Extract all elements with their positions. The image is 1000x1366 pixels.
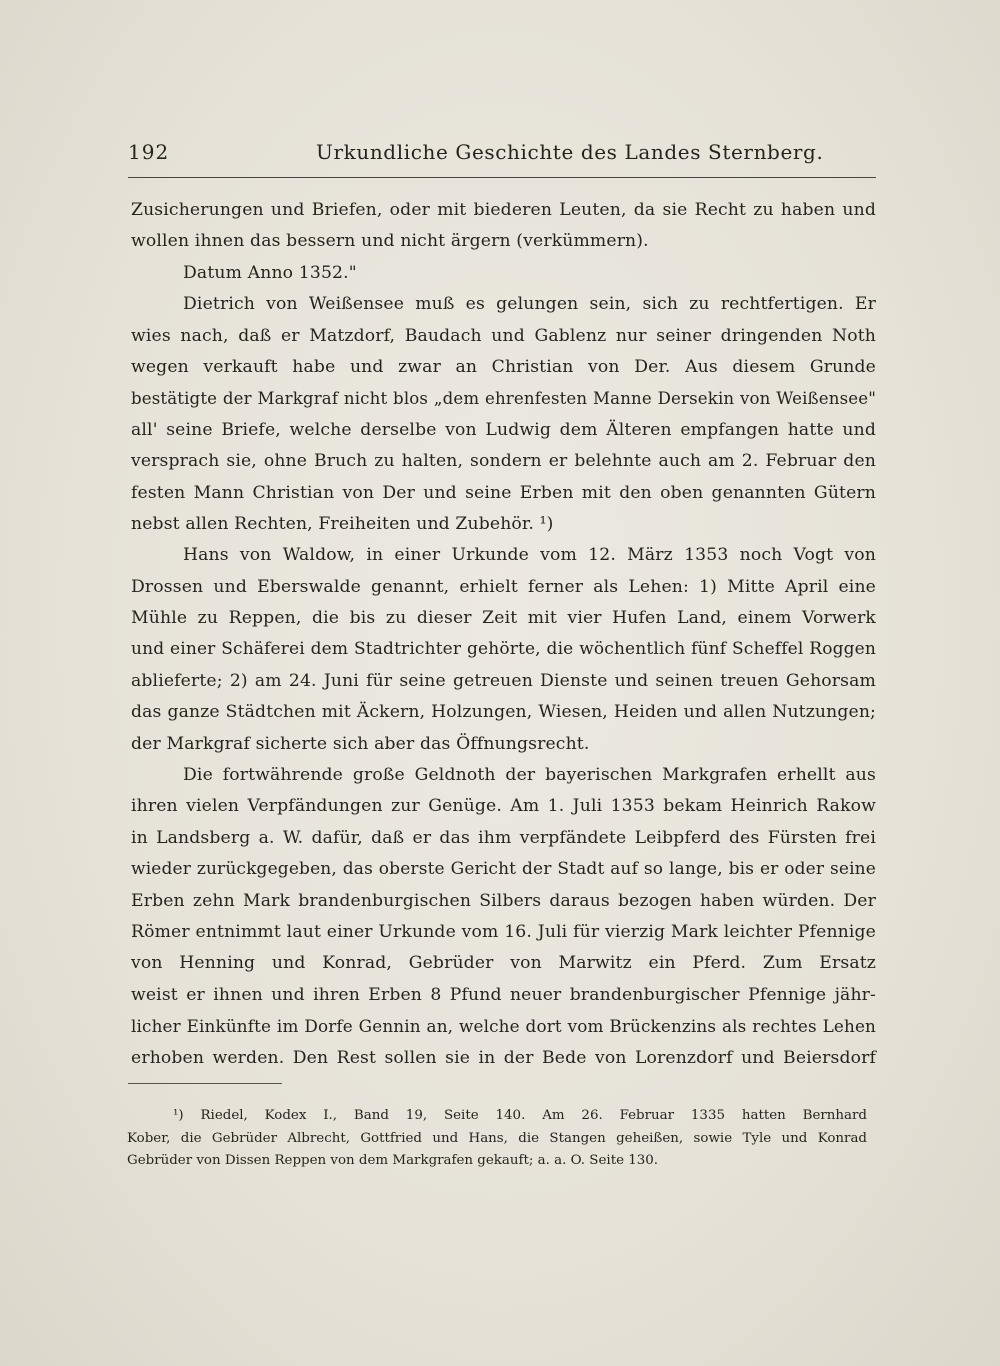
text-line: ablieferte; 2) am 24. Juni für seine getreuen Dienste und seinen treuen Gehorsam	[131, 670, 876, 691]
text-line: der Markgraf sicherte sich aber das Öffnungsrecht.	[131, 733, 590, 754]
text-line: ihren vielen Verpfändungen zur Genüge. Am 1. Juli 1353 bekam Heinrich Rakow	[131, 796, 876, 817]
footnotes	[127, 1105, 867, 1173]
text-line: all' seine Briefe, welche derselbe von Ludwig dem Älteren empfangen hatte und	[131, 419, 876, 440]
text-line: Zusicherungen und Briefen, oder mit biederen Leuten, da sie Recht zu haben und	[131, 200, 876, 220]
text-line: licher Einkünfte im Dorfe Gennin an, welche dort vom Brückenzins als rechtes Lehen	[131, 1016, 876, 1037]
text-line: wies nach, daß er Matzdorf, Baudach und Gablenz nur seiner dringenden Noth	[131, 325, 876, 346]
text-line: nebst allen Rechten, Freiheiten und Zubehör. ¹)	[131, 513, 554, 534]
text-line: erhoben werden. Den Rest sollen sie in der Bede von Lorenzdorf und Beiersdorf	[131, 1047, 876, 1068]
text-line: wollen ihnen das bessern und nicht ärgern (verkümmern).	[131, 231, 649, 252]
text-line: bestätigte der Markgraf nicht blos „dem ehrenfesten Manne Dersekin von Weißensee"	[131, 389, 876, 409]
footnote-line: ¹) Riedel, Kodex I., Band 19, Seite 140. Am 26. Februar 1335 hatten Bernhard	[173, 1108, 867, 1123]
text-line: festen Mann Christian von Der und seine Erben mit den oben genannten Gütern	[131, 482, 876, 503]
running-title: Urkundliche Geschichte des Landes Sternberg.	[316, 140, 824, 164]
body-text	[131, 195, 876, 1074]
text-line: Mühle zu Reppen, die bis zu dieser Zeit mit vier Hufen Land, einem Vorwerk	[131, 608, 876, 629]
text-line: Datum Anno 1352."	[183, 262, 357, 283]
page-header	[128, 140, 876, 174]
text-line: und einer Schäferei dem Stadtrichter gehörte, die wöchentlich fünf Scheffel Roggen	[131, 639, 876, 660]
text-line: wieder zurückgegeben, das oberste Gericht der Stadt auf so lange, bis er oder seine	[131, 859, 876, 880]
text-line: weist er ihnen und ihren Erben 8 Pfund neuer brandenburgischer Pfennige jähr-	[131, 984, 876, 1005]
footnote-line: Kober, die Gebrüder Albrecht, Gottfried und Hans, die Stangen geheißen, sowie Tyle und Konrad	[127, 1130, 867, 1146]
text-line: das ganze Städtchen mit Äckern, Holzungen, Wiesen, Heiden und allen Nutzungen;	[131, 702, 876, 723]
text-line: wegen verkauft habe und zwar an Christian von Der. Aus diesem Grunde	[131, 356, 876, 377]
text-line: von Henning und Konrad, Gebrüder von Marwitz ein Pferd. Zum Ersatz	[131, 953, 876, 974]
text-line: Drossen und Eberswalde genannt, erhielt ferner als Lehen: 1) Mitte April eine	[131, 576, 876, 597]
header-rule	[128, 177, 876, 178]
text-line: Hans von Waldow, in einer Urkunde vom 12. März 1353 noch Vogt von	[183, 545, 876, 566]
text-line: versprach sie, ohne Bruch zu halten, sondern er belehnte auch am 2. Februar den	[131, 451, 876, 472]
footnote-line: Gebrüder von Dissen Reppen von dem Markgrafen gekauft; a. a. O. Seite 130.	[127, 1153, 659, 1168]
text-line: Dietrich von Weißensee muß es gelungen sein, sich zu rechtfertigen. Er	[183, 294, 876, 315]
text-line: Erben zehn Mark brandenburgischen Silbers daraus bezogen haben würden. Der	[131, 890, 876, 911]
footnote-rule	[128, 1083, 282, 1084]
text-line: in Landsberg a. W. dafür, daß er das ihm verpfändete Leibpferd des Fürsten frei	[131, 827, 876, 848]
text-line: Die fortwährende große Geldnoth der bayerischen Markgrafen erhellt aus	[183, 765, 876, 786]
page-number: 192	[128, 140, 170, 164]
text-line: Römer entnimmt laut einer Urkunde vom 16. Juli für vierzig Mark leichter Pfennige	[131, 921, 876, 942]
